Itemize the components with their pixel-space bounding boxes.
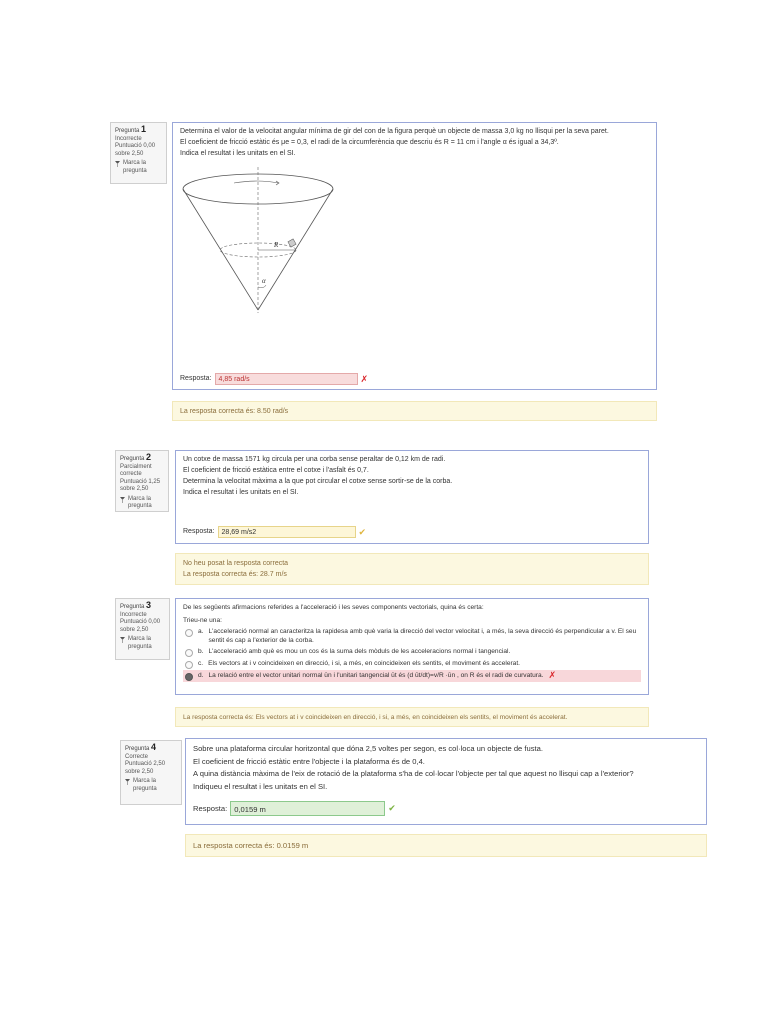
question-status: Incorrecte [115, 135, 142, 142]
question-number [120, 454, 164, 464]
question-score: Puntuació 0,00 sobre 2,50 [115, 143, 156, 157]
option-text: L'acceleració normal an caracteritza la rapidesa amb què varia la direcció del vector velocitat i, a més, la seva direcció és perpendicular a v. El seu sentit és cap a l'exterior de la corba. [208, 628, 637, 644]
option-letter: c. [198, 660, 204, 667]
check-icon: ✔ [388, 802, 396, 813]
question-text: Sobre una plataforma circular horitzontal que dóna 2,5 voltes per segon, es col·loca un objecte de fusta. [193, 744, 543, 753]
flag-label: Marca la pregunta [123, 160, 147, 174]
answer-input[interactable]: 4,85 rad/s [215, 373, 358, 385]
feedback-1 [172, 401, 657, 421]
flag-question-button[interactable] [115, 160, 162, 175]
feedback-2 [175, 553, 649, 585]
cross-icon: ✗ [548, 670, 557, 680]
option-c[interactable] [183, 658, 641, 670]
question-text: A quina distància màxima de l'eix de rotació de la plataforma s'ha de col·locar l'objecte per tal que aquest no llisqui cap a l'exterior? [193, 769, 634, 778]
question-text: El coeficient de fricció estàtica entre el cotxe i l'asfalt és 0,7. [183, 467, 369, 474]
flag-icon [120, 637, 125, 643]
answer-label: Resposta: [183, 528, 215, 535]
flag-label: Marca la pregunta [128, 636, 152, 650]
flag-question-button[interactable] [120, 636, 165, 651]
question-content-1 [172, 122, 657, 390]
question-num: 4 [151, 742, 157, 752]
question-score: Puntuació 0,00 sobre 2,50 [120, 619, 161, 633]
question-number [125, 744, 177, 754]
correct-answer: La resposta correcta és: Els vectors at i v coincideixen en direcció, i si, a més, en coincideixen els sentits, el moviment és accelerat. [183, 714, 568, 721]
question-num: 2 [146, 452, 152, 462]
question-text: Indica el resultat i les unitats en el SI. [183, 489, 299, 496]
question-text: Determina el valor de la velocitat angular mínima de gir del con de la figura perquè un objecte de massa 3,0 kg no llisqui per la seva paret. [180, 128, 609, 135]
question-number [120, 602, 165, 612]
radius-label: R [274, 241, 279, 249]
cone-figure [178, 165, 338, 315]
question-text: El coeficient de fricció estàtic és μe = 0,3, el radi de la circumferència que descriu és R = 11 cm i l'angle α és igual a 34,3º. [180, 139, 559, 146]
feedback-3 [175, 707, 649, 727]
question-status: Incorrecte [120, 611, 147, 618]
flag-question-button[interactable] [125, 778, 177, 793]
flag-question-button[interactable] [120, 496, 164, 511]
question-content-4 [185, 738, 707, 825]
question-number [115, 126, 162, 136]
feedback-message: No heu posat la resposta correcta [183, 560, 289, 567]
question-content-3 [175, 598, 649, 695]
answer-row [180, 373, 368, 385]
question-text: Un cotxe de massa 1571 kg circula per una corba sense peraltar de 0,12 km de radi. [183, 456, 446, 463]
flag-label: Marca la pregunta [128, 495, 152, 509]
question-num: 3 [146, 600, 152, 610]
option-letter: a. [198, 628, 204, 635]
question-info-3 [115, 598, 170, 660]
question-text: El coeficient de fricció estàtic entre l'objecte i la plataforma és de 0,4. [193, 756, 425, 766]
question-info-4 [120, 740, 182, 805]
question-status: Parcialment correcte [120, 463, 152, 477]
option-letter: b. [198, 648, 204, 655]
question-text: Indica el resultat i les unitats en el SI. [180, 150, 296, 157]
question-info-1 [110, 122, 167, 184]
option-b[interactable] [183, 646, 641, 658]
correct-answer: La resposta correcta és: 8.50 rad/s [180, 408, 289, 415]
question-label: Pregunta [120, 604, 145, 610]
correct-answer: La resposta correcta és: 0.0159 m [193, 841, 309, 850]
answer-label: Resposta: [180, 375, 212, 382]
flag-icon [115, 161, 120, 167]
radio-button[interactable] [185, 649, 193, 657]
angle-label: α [262, 277, 266, 285]
option-letter: d. [198, 672, 204, 679]
answer-row [193, 801, 396, 816]
flag-label: Marca la pregunta [133, 778, 157, 792]
answer-label: Resposta: [193, 803, 228, 813]
option-a[interactable] [183, 626, 641, 646]
answer-input[interactable]: 28,69 m/s2 [218, 526, 356, 538]
question-label: Pregunta [125, 746, 150, 752]
flag-icon [120, 497, 125, 503]
radio-button[interactable] [185, 673, 193, 681]
radio-button[interactable] [185, 629, 193, 637]
option-text: La relació entre el vector unitari normal ūn i l'unitari tangencial ūt és (d ūt/dt)=v/R ·ūn , on R és el radi de curvatura. [208, 672, 544, 679]
question-score: Puntuació 1,25 sobre 2,50 [120, 478, 161, 492]
question-text: Indiqueu el resultat i les unitats en el SI. [193, 781, 328, 791]
answer-input[interactable]: 0,0159 m [230, 801, 385, 816]
option-d[interactable] [183, 670, 641, 682]
feedback-4 [185, 834, 707, 857]
cross-icon: ✗ [360, 374, 369, 384]
question-label: Pregunta [120, 456, 145, 462]
option-text: L'acceleració amb què es mou un cos és la suma dels mòduls de les acceleracions normal i tangencial. [208, 648, 511, 655]
radio-button[interactable] [185, 661, 193, 669]
question-info-2 [115, 450, 169, 512]
choose-label: Trieu-ne una: [183, 617, 222, 624]
question-num: 1 [141, 124, 147, 134]
question-label: Pregunta [115, 128, 140, 134]
question-text: Determina la velocitat màxima a la que pot circular el cotxe sense sortir-se de la corba. [183, 478, 453, 485]
correct-answer: La resposta correcta és: 28.7 m/s [183, 571, 287, 578]
option-text: Els vectors at i v coincideixen en direcció, i si, a més, en coincideixen els sentits, el moviment és accelerat. [208, 660, 521, 667]
question-prompt: De les següents afirmacions referides a l'acceleració i les seves components vectorials, quina és certa: [183, 604, 484, 611]
question-content-2 [175, 450, 649, 544]
question-status: Correcte [125, 753, 149, 760]
flag-icon [125, 779, 130, 785]
check-icon: ✔ [358, 527, 367, 537]
answer-row [183, 526, 366, 538]
question-score: Puntuació 2,50 sobre 2,50 [125, 761, 166, 775]
